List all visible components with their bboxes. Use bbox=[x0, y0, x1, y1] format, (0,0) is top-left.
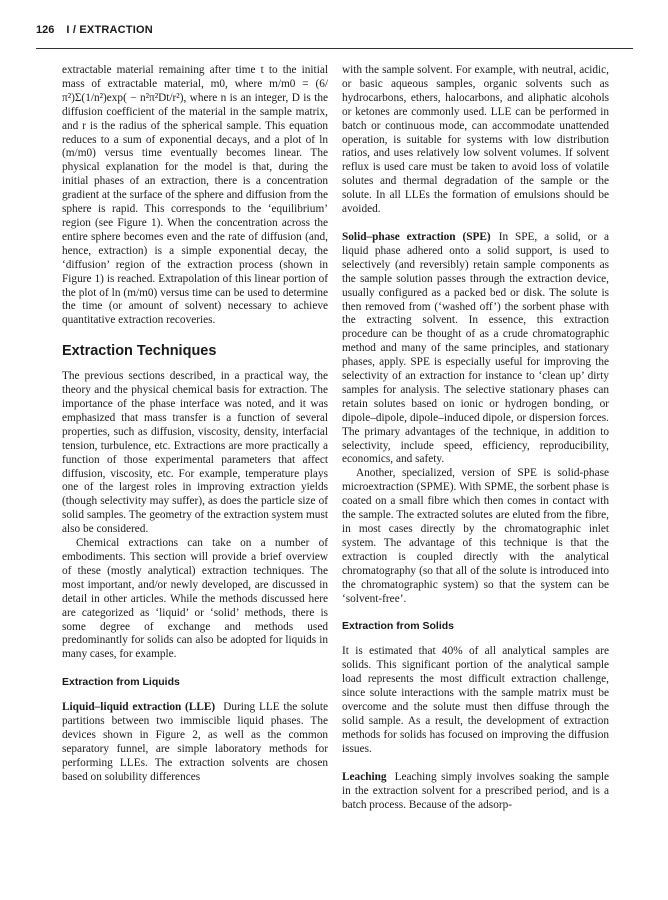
paragraph-chemical-extractions: Chemical extractions can take on a number of embodiments. This section will provide a brief overview of these (mostly analytical) extraction techniques. The most important, and/or newly developed, are discussed in detail in other articles. While the methods discussed here are categorized as ‘liquid’ or ‘solid’ methods, there is some degree of exchange and methods used predominantly for solids can also be adopted for liquids in many cases, for example. bbox=[62, 537, 328, 661]
subsection-heading-liquids: Extraction from Liquids bbox=[62, 676, 180, 689]
leaching-body: Leaching simply involves soaking the sample in the extraction solvent for a prescribed period, and is a batch process. Because of the adsorp- bbox=[342, 770, 609, 811]
paragraph-lle bbox=[62, 701, 328, 784]
running-title: I / EXTRACTION bbox=[66, 24, 153, 36]
left-column bbox=[62, 64, 328, 785]
paragraph-techniques-intro: The previous sections described, in a practical way, the theory and the physical chemical basis for extraction. The importance of the phase interface was noted, and it was emphasized that mass transfer is a function of several properties, such as diffusion, viscosity, density, interfacial tension, turbulence, etc. Extractions are more practically a function of those experimental parameters that affect diffusion, viscosity, etc. For example, temperature plays one of the largest roles in improving extraction yields (though selectivity may suffer), as does the particle size of solid samples. The geometry of the extraction system must also be considered. bbox=[62, 370, 328, 536]
paragraph-spme: Another, specialized, version of SPE is solid-phase microextraction (SPME). With SPME, the sorbent phase is coated on a small fibre which then comes in contact with the sample. The extracted solutes are eluted from the fibre, in most cases directly by the chromatographic inlet system. The advantage of this technique is that the extraction is coupled directly with the analytical chromatography (so that all of the solute is introduced into the chromatographic system) so that the system can be ‘solvent-free’. bbox=[342, 467, 609, 605]
running-header bbox=[36, 24, 633, 49]
section-heading-extraction-techniques: Extraction Techniques bbox=[62, 343, 217, 360]
right-column bbox=[342, 64, 609, 812]
subsection-heading-solids: Extraction from Solids bbox=[342, 620, 455, 633]
page-number: 126 bbox=[36, 24, 55, 36]
paragraph-diffusion-model: extractable material remaining after time t to the initial mass of extractable material, m0, where m/m0 = (6/π²)Σ(1/n²)exp( − n²π²Dt/r²), where n is an integer, D is the diffusion coefficient of the material in the sample matrix, and r is the radius of the spherical sample. This equation reduces to a sum of exponential decays, and a plot of ln (m/m0) versus time eventually becomes linear. The physical explanation for the model is that, during the initial phases of an extraction, there is a concentration gradient at the surface of the sphere and diffusion from the sphere is rapid. This corresponds to the ‘equilibrium’ region (see Figure 1). When the concentration across the entire sphere becomes even and the rate of diffusion (and, hence, extraction) is a simple exponential decay, the ‘diffusion’ region of the extraction process (shown in Figure 1) is reached. Extrapolation of this linear portion of the plot of ln (m/m0) versus time can be used to determine the time (or amount of solvent) necessary to achieve quantitative extraction recoveries. bbox=[62, 64, 328, 327]
paragraph-spe bbox=[342, 231, 609, 467]
paragraph-solids: It is estimated that 40% of all analytical samples are solids. This significant portion of the analytical sample load represents the most difficult extraction challenge, since solute interactions with the sample matrix must be overcome and the solute must then diffuse through the solid sample. As a result, the development of extraction methods for solids has focused on improving the diffusion issues. bbox=[342, 645, 609, 755]
spe-body: In SPE, a solid, or a liquid phase adhered onto a solid support, is used to selectively (and reversibly) retain sample components as the sample solution passes through the extraction device, usually configured as a packed bed or disk. The solute is then removed from (‘washed off’) the sorbent phase with the extracting solvent. In essence, this extraction procedure can be thought of as a crude chromatographic method and many of the same principles, and stationary phases, apply. SPE is especially useful for improving the selectivity of an extraction for instance to ‘clean up’ dirty samples for analysis. The selective stationary phases can retain solutes based on ionic or hydrogen bonding, or dipole–dipole, dipole–induced dipole, or dispersion forces. The primary advantages of the technique, in addition to selectivity, include speed, efficiency, reproducibility, economics, and safety. bbox=[342, 230, 609, 466]
lle-lead-term: Liquid–liquid extraction (LLE) bbox=[62, 701, 216, 714]
lle-body: During LLE the solute partitions between two immiscible liquid phases. The devices shown in Figure 2, as well as the common separatory funnel, are simple laboratory methods for performing LLEs. The extraction solvents are chosen based on solubility differences bbox=[62, 701, 328, 783]
paragraph-lle-continued: with the sample solvent. For example, with neutral, acidic, or basic aqueous samples, organic solvents such as hydrocarbons, ethers, halocarbons, and aliphatic alcohols or ketones are commonly used. LLE can be performed in batch or continuous mode, can accommodate unattended operation, is suitable for systems with low distribution ratios, and uses relatively low solvent volumes. If solvent reflux is used care must be taken to avoid loss of volatile solutes and thermal degradation of the sample or the solute. In all LLEs the formation of emulsions should be avoided. bbox=[342, 64, 609, 216]
leaching-lead-term: Leaching bbox=[342, 770, 387, 783]
spe-lead-term: Solid–phase extraction (SPE) bbox=[342, 230, 491, 243]
paragraph-leaching bbox=[342, 771, 609, 813]
